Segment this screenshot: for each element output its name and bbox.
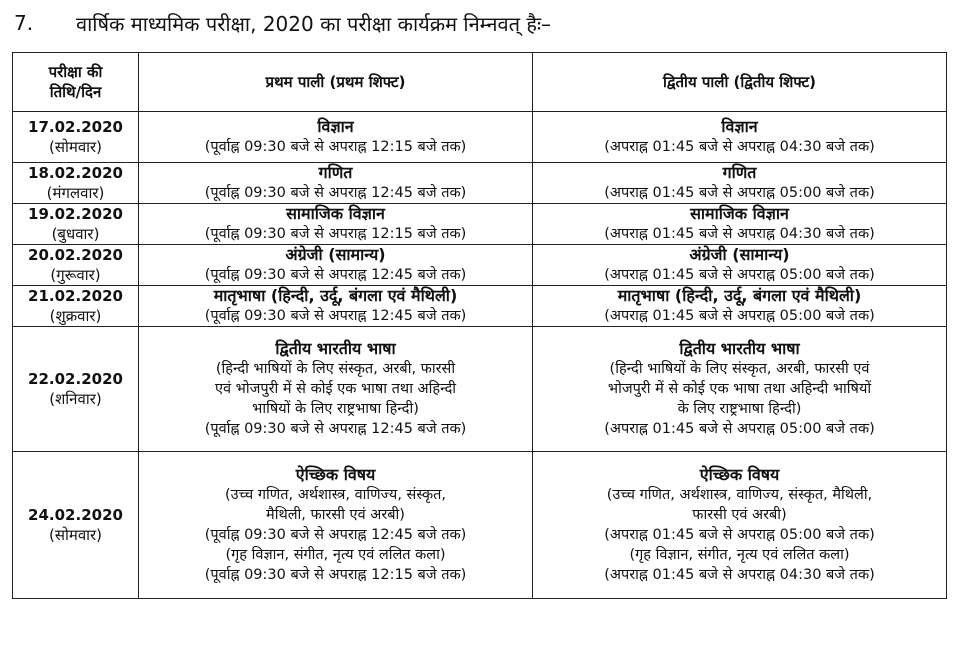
schedule-line: के लिए राष्ट्रभाषा हिन्दी) — [677, 401, 802, 417]
exam-date: 21.02.2020 — [28, 287, 123, 305]
exam-date: 20.02.2020 — [28, 246, 123, 264]
schedule-line: (पूर्वाह्न 09:30 बजे से अपराह्न 12:45 बजे तक) — [204, 421, 467, 437]
table-row — [13, 112, 947, 163]
schedule-line: (अपराह्न 01:45 बजे से अपराह्न 05:00 बजे तक) — [604, 185, 875, 201]
date-cell — [13, 204, 139, 245]
first-shift-cell — [139, 112, 533, 163]
section-heading — [14, 6, 551, 40]
exam-day: (गुरूवार) — [50, 266, 101, 284]
subject-name: अंग्रेजी (सामान्य) — [285, 245, 386, 264]
table-row — [13, 286, 947, 327]
subject-name: विज्ञान — [721, 117, 758, 136]
exam-date: 22.02.2020 — [28, 370, 123, 388]
subject-name: द्वितीय भारतीय भाषा — [275, 339, 396, 358]
date-cell — [13, 286, 139, 327]
subject-name: विज्ञान — [317, 117, 354, 136]
exam-day: (मंगलवार) — [46, 184, 105, 202]
exam-day: (बुधवार) — [51, 225, 100, 243]
exam-date: 19.02.2020 — [28, 205, 123, 223]
schedule-line: फारसी एवं अरबी) — [692, 507, 787, 523]
schedule-line: (अपराह्न 01:45 बजे से अपराह्न 04:30 बजे तक) — [604, 139, 875, 155]
header-date-line1: परीक्षा की — [48, 63, 103, 81]
subject-name: अंग्रेजी (सामान्य) — [689, 245, 790, 264]
second-shift-cell — [533, 112, 947, 163]
exam-day: (शुक्रवार) — [49, 307, 102, 325]
schedule-line: एवं भोजपुरी में से कोई एक भाषा तथा अहिन्दी — [214, 381, 457, 397]
first-shift-cell — [139, 204, 533, 245]
first-shift-cell — [139, 327, 533, 452]
subject-name: गणित — [722, 163, 757, 182]
second-shift-cell — [533, 452, 947, 599]
header-date-day — [13, 53, 139, 112]
exam-day: (सोमवार) — [48, 526, 103, 544]
second-shift-cell — [533, 204, 947, 245]
schedule-line: (उच्च गणित, अर्थशास्त्र, वाणिज्य, संस्कृत, मैथिली, — [606, 487, 873, 503]
header-first-shift: प्रथम पाली (प्रथम शिफ्ट) — [139, 53, 533, 112]
schedule-line: (पूर्वाह्न 09:30 बजे से अपराह्न 12:15 बजे तक) — [204, 139, 467, 155]
subject-name: मातृभाषा (हिन्दी, उर्दू, बंगला एवं मैथिली) — [617, 286, 862, 305]
schedule-line: (गृह विज्ञान, संगीत, नृत्य एवं ललित कला) — [629, 547, 850, 563]
date-cell — [13, 163, 139, 204]
subject-name: सामाजिक विज्ञान — [286, 204, 385, 223]
schedule-line: (अपराह्न 01:45 बजे से अपराह्न 04:30 बजे तक) — [604, 567, 875, 583]
subject-name: ऐच्छिक विषय — [699, 465, 780, 484]
exam-date: 17.02.2020 — [28, 118, 123, 136]
second-shift-cell — [533, 245, 947, 286]
section-number: 7. — [14, 11, 34, 35]
subject-name: गणित — [318, 163, 353, 182]
schedule-line: (अपराह्न 01:45 बजे से अपराह्न 05:00 बजे तक) — [604, 421, 875, 437]
date-cell — [13, 245, 139, 286]
schedule-line: (पूर्वाह्न 09:30 बजे से अपराह्न 12:45 बजे तक) — [204, 527, 467, 543]
schedule-line: (अपराह्न 01:45 बजे से अपराह्न 05:00 बजे तक) — [604, 308, 875, 324]
date-cell — [13, 327, 139, 452]
first-shift-cell — [139, 452, 533, 599]
first-shift-cell — [139, 163, 533, 204]
schedule-line: (पूर्वाह्न 09:30 बजे से अपराह्न 12:45 बजे तक) — [204, 185, 467, 201]
second-shift-cell — [533, 163, 947, 204]
subject-name: सामाजिक विज्ञान — [690, 204, 789, 223]
table-row — [13, 452, 947, 599]
schedule-line: (हिन्दी भाषियों के लिए संस्कृत, अरबी, फारसी — [215, 361, 456, 377]
schedule-line: (अपराह्न 01:45 बजे से अपराह्न 04:30 बजे तक) — [604, 226, 875, 242]
subject-name: मातृभाषा (हिन्दी, उर्दू, बंगला एवं मैथिली) — [213, 286, 458, 305]
table-header-row — [13, 53, 947, 112]
exam-schedule-table — [12, 52, 947, 599]
table-row — [13, 163, 947, 204]
second-shift-cell — [533, 286, 947, 327]
subject-name: द्वितीय भारतीय भाषा — [679, 339, 800, 358]
exam-day: (सोमवार) — [48, 138, 103, 156]
first-shift-cell — [139, 245, 533, 286]
schedule-line: (पूर्वाह्न 09:30 बजे से अपराह्न 12:15 बजे तक) — [204, 567, 467, 583]
table-row — [13, 204, 947, 245]
exam-date: 18.02.2020 — [28, 164, 123, 182]
schedule-line: (उच्च गणित, अर्थशास्त्र, वाणिज्य, संस्कृत, — [224, 487, 447, 503]
schedule-line: भोजपुरी में से कोई एक भाषा तथा अहिन्दी भाषियों — [607, 381, 872, 397]
subject-name: ऐच्छिक विषय — [295, 465, 376, 484]
schedule-line: (अपराह्न 01:45 बजे से अपराह्न 05:00 बजे तक) — [604, 267, 875, 283]
second-shift-cell — [533, 327, 947, 452]
schedule-line: भाषियों के लिए राष्ट्रभाषा हिन्दी) — [252, 401, 419, 417]
schedule-line: (गृह विज्ञान, संगीत, नृत्य एवं ललित कला) — [225, 547, 446, 563]
schedule-line: (पूर्वाह्न 09:30 बजे से अपराह्न 12:45 बजे तक) — [204, 267, 467, 283]
schedule-line: मैथिली, फारसी एवं अरबी) — [266, 507, 405, 523]
schedule-line: (अपराह्न 01:45 बजे से अपराह्न 05:00 बजे तक) — [604, 527, 875, 543]
header-date-line2: तिथि/दिन — [49, 83, 102, 101]
table-row — [13, 245, 947, 286]
schedule-line: (पूर्वाह्न 09:30 बजे से अपराह्न 12:15 बजे तक) — [204, 226, 467, 242]
first-shift-cell — [139, 286, 533, 327]
exam-date: 24.02.2020 — [28, 506, 123, 524]
header-second-shift: द्वितीय पाली (द्वितीय शिफ्ट) — [533, 53, 947, 112]
section-title: वार्षिक माध्यमिक परीक्षा, 2020 का परीक्षा कार्यक्रम निम्नवत् हैः– — [76, 11, 552, 36]
exam-day: (शनिवार) — [49, 390, 102, 408]
table-row — [13, 327, 947, 452]
date-cell — [13, 112, 139, 163]
date-cell — [13, 452, 139, 599]
schedule-line: (हिन्दी भाषियों के लिए संस्कृत, अरबी, फारसी एवं — [609, 361, 870, 377]
schedule-line: (पूर्वाह्न 09:30 बजे से अपराह्न 12:45 बजे तक) — [204, 308, 467, 324]
